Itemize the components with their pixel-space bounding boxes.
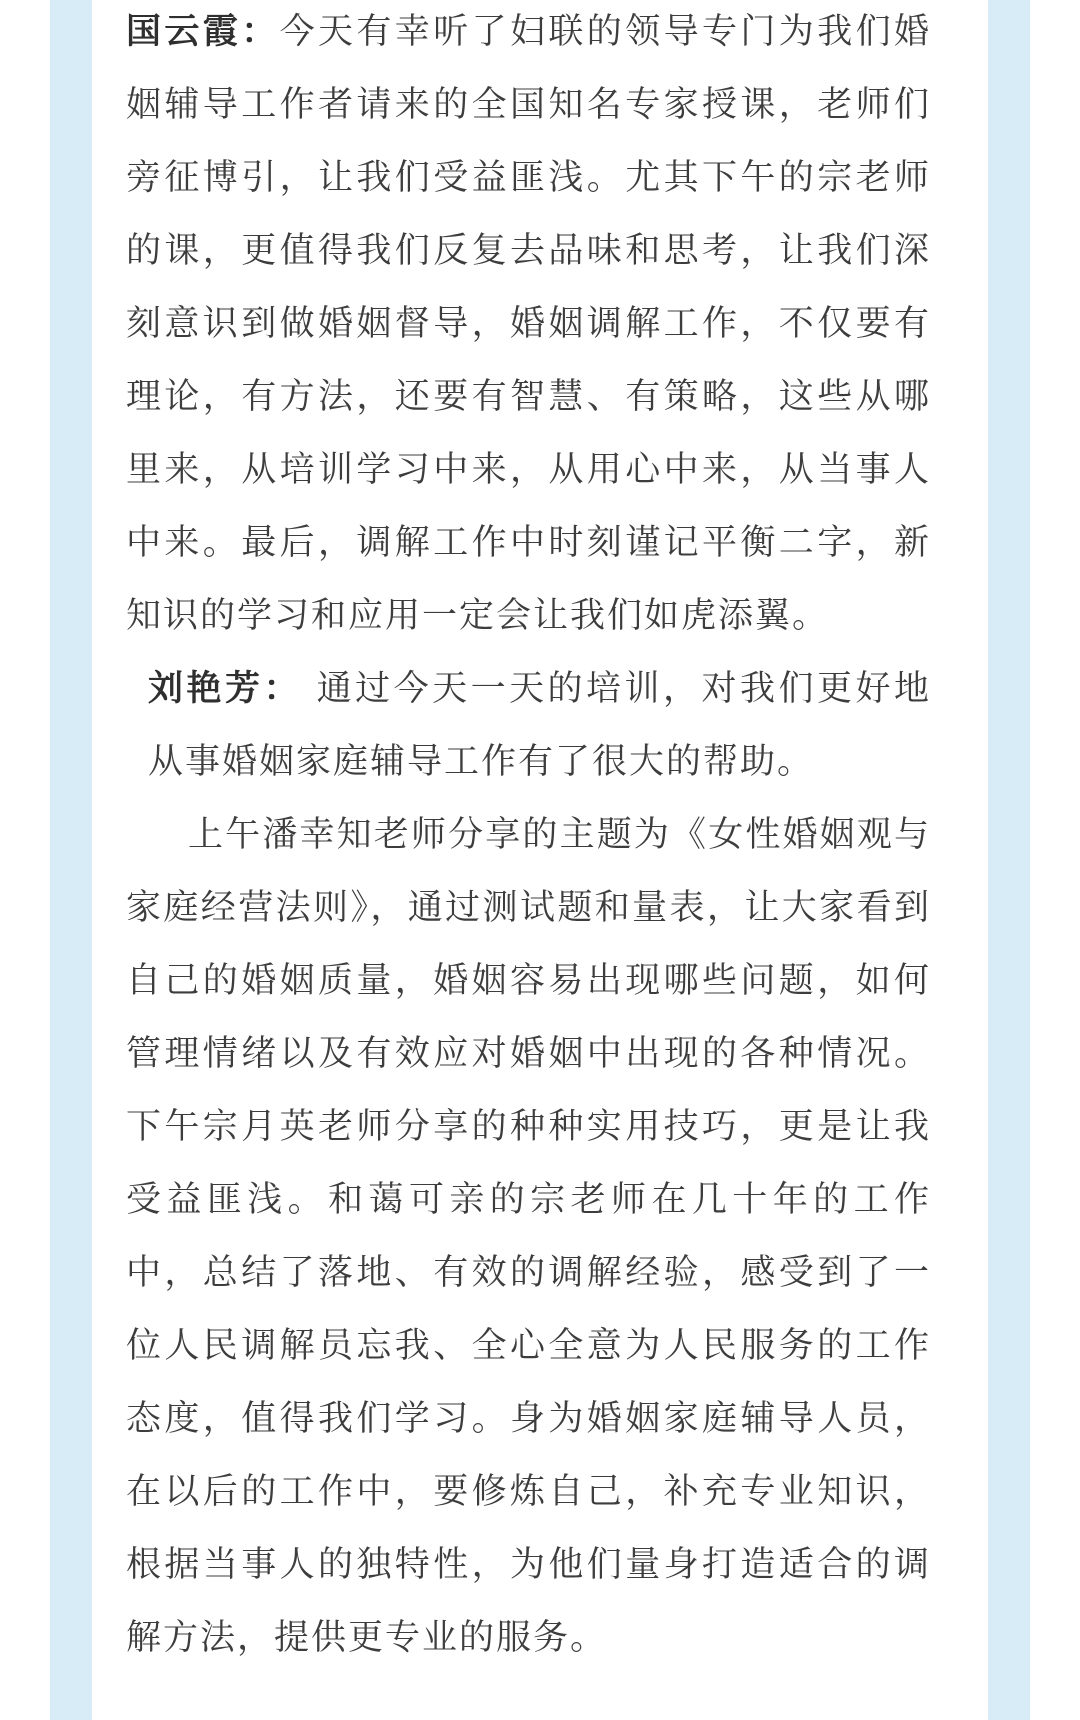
left-decorative-border (50, 0, 92, 1720)
speaker-name: 刘艳芳： (148, 669, 302, 709)
paragraph-guo-yunxia (126, 0, 931, 653)
paragraph-text: 通过今天一天的培训，对我们更好地从事婚姻家庭辅导工作有了很大的帮助。 (148, 669, 931, 782)
speaker-name: 国云霞： (126, 12, 280, 52)
paragraph-liu-yanfang (126, 653, 931, 799)
article-body (126, 0, 931, 1675)
paragraph-text: 上午潘幸知老师分享的主题为《女性婚姻观与家庭经营法则》，通过测试题和量表，让大家看到自己的婚姻质量，婚姻容易出现哪些问题，如何管理情绪以及有效应对婚姻中出现的各种情况。下午宗月英老师分享的种种实用技巧，更是让我受益匪浅。和蔼可亲的宗老师在几十年的工作中，总结了落地、有效的调解经验，感受到了一位人民调解员忘我、全心全意为人民服务的工作态度，值得我们学习。身为婚姻家庭辅导人员，在以后的工作中，要修炼自己，补充专业知识，根据当事人的独特性，为他们量身打造适合的调解方法，提供更专业的服务。 (126, 815, 931, 1658)
paragraph-text: 今天有幸听了妇联的领导专门为我们婚姻辅导工作者请来的全国知名专家授课，老师们旁征博引，让我们受益匪浅。尤其下午的宗老师的课，更值得我们反复去品味和思考，让我们深刻意识到做婚姻督导，婚姻调解工作，不仅要有理论，有方法，还要有智慧、有策略，这些从哪里来，从培训学习中来，从用心中来，从当事人中来。最后，调解工作中时刻谨记平衡二字，新知识的学习和应用一定会让我们如虎添翼。 (126, 12, 931, 636)
right-decorative-border (988, 0, 1030, 1720)
paragraph-course-summary (126, 799, 931, 1675)
